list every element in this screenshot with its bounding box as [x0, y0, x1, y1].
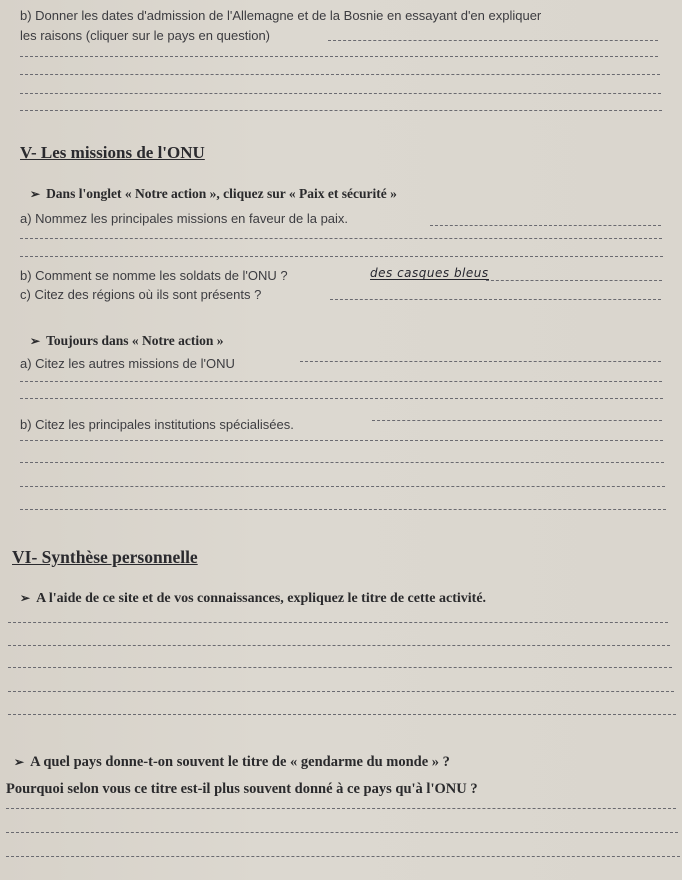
answer-line: [20, 238, 662, 239]
answer-line: [20, 398, 663, 399]
answer-line: [330, 299, 661, 300]
question-a-other-missions: a) Citez les autres missions de l'ONU: [20, 356, 235, 371]
answer-line: [20, 93, 661, 94]
answer-line: [20, 509, 666, 510]
answer-line: [20, 440, 663, 441]
section-6-title: VI- Synthèse personnelle: [12, 547, 198, 567]
answer-line: [20, 486, 665, 487]
answer-line: [20, 74, 660, 75]
question-b-line1: b) Donner les dates d'admission de l'Allemagne et de la Bosnie en essayant d'en expliquer: [20, 8, 542, 23]
answer-line: [20, 256, 663, 257]
answer-line: [20, 110, 662, 111]
answer-line: [8, 645, 670, 646]
question-b-soldiers: b) Comment se nomme les soldats de l'ONU ?: [20, 268, 288, 283]
answer-line: [6, 832, 678, 833]
answer-line: [430, 225, 661, 226]
answer-line: [6, 808, 676, 809]
answer-line: [372, 420, 662, 421]
instruction-notre-action: ➢ Dans l'onglet « Notre action », cliquez sur « Paix et sécurité »: [30, 186, 397, 201]
answer-line: [8, 714, 676, 715]
arrow-bullet-icon: ➢: [30, 334, 41, 348]
question-pourquoi: Pourquoi selon vous ce titre est-il plus souvent donné à ce pays qu'à l'ONU ?: [6, 781, 478, 797]
arrow-bullet-icon: ➢: [30, 187, 41, 201]
answer-line: [328, 40, 658, 41]
answer-line: [486, 280, 662, 281]
instruction-synthese: ➢ A l'aide de ce site et de vos connaissances, expliquez le titre de cette activité.: [20, 591, 487, 606]
question-a-missions: a) Nommez les principales missions en faveur de la paix.: [20, 211, 349, 226]
question-b-institutions: b) Citez les principales institutions spécialisées.: [20, 417, 294, 432]
arrow-bullet-icon: ➢: [14, 755, 25, 769]
answer-line: [20, 462, 664, 463]
answer-line: [300, 361, 661, 362]
answer-line: [20, 56, 658, 57]
arrow-bullet-icon: ➢: [20, 591, 31, 605]
answer-line: [8, 622, 668, 623]
section-5-title: V- Les missions de l'ONU: [20, 143, 205, 162]
question-c-regions: c) Citez des régions où ils sont présents ?: [20, 287, 262, 302]
question-b-line2: les raisons (cliquer sur le pays en question): [20, 28, 271, 43]
instruction-gendarme: ➢ A quel pays donne-t-on souvent le titre de « gendarme du monde » ?: [14, 754, 450, 770]
handwritten-answer: des casques bleus: [370, 266, 489, 280]
answer-line: [8, 691, 674, 692]
answer-line: [20, 381, 662, 382]
answer-line: [6, 856, 680, 857]
answer-line: [8, 667, 672, 668]
instruction-toujours: ➢ Toujours dans « Notre action »: [30, 333, 224, 348]
